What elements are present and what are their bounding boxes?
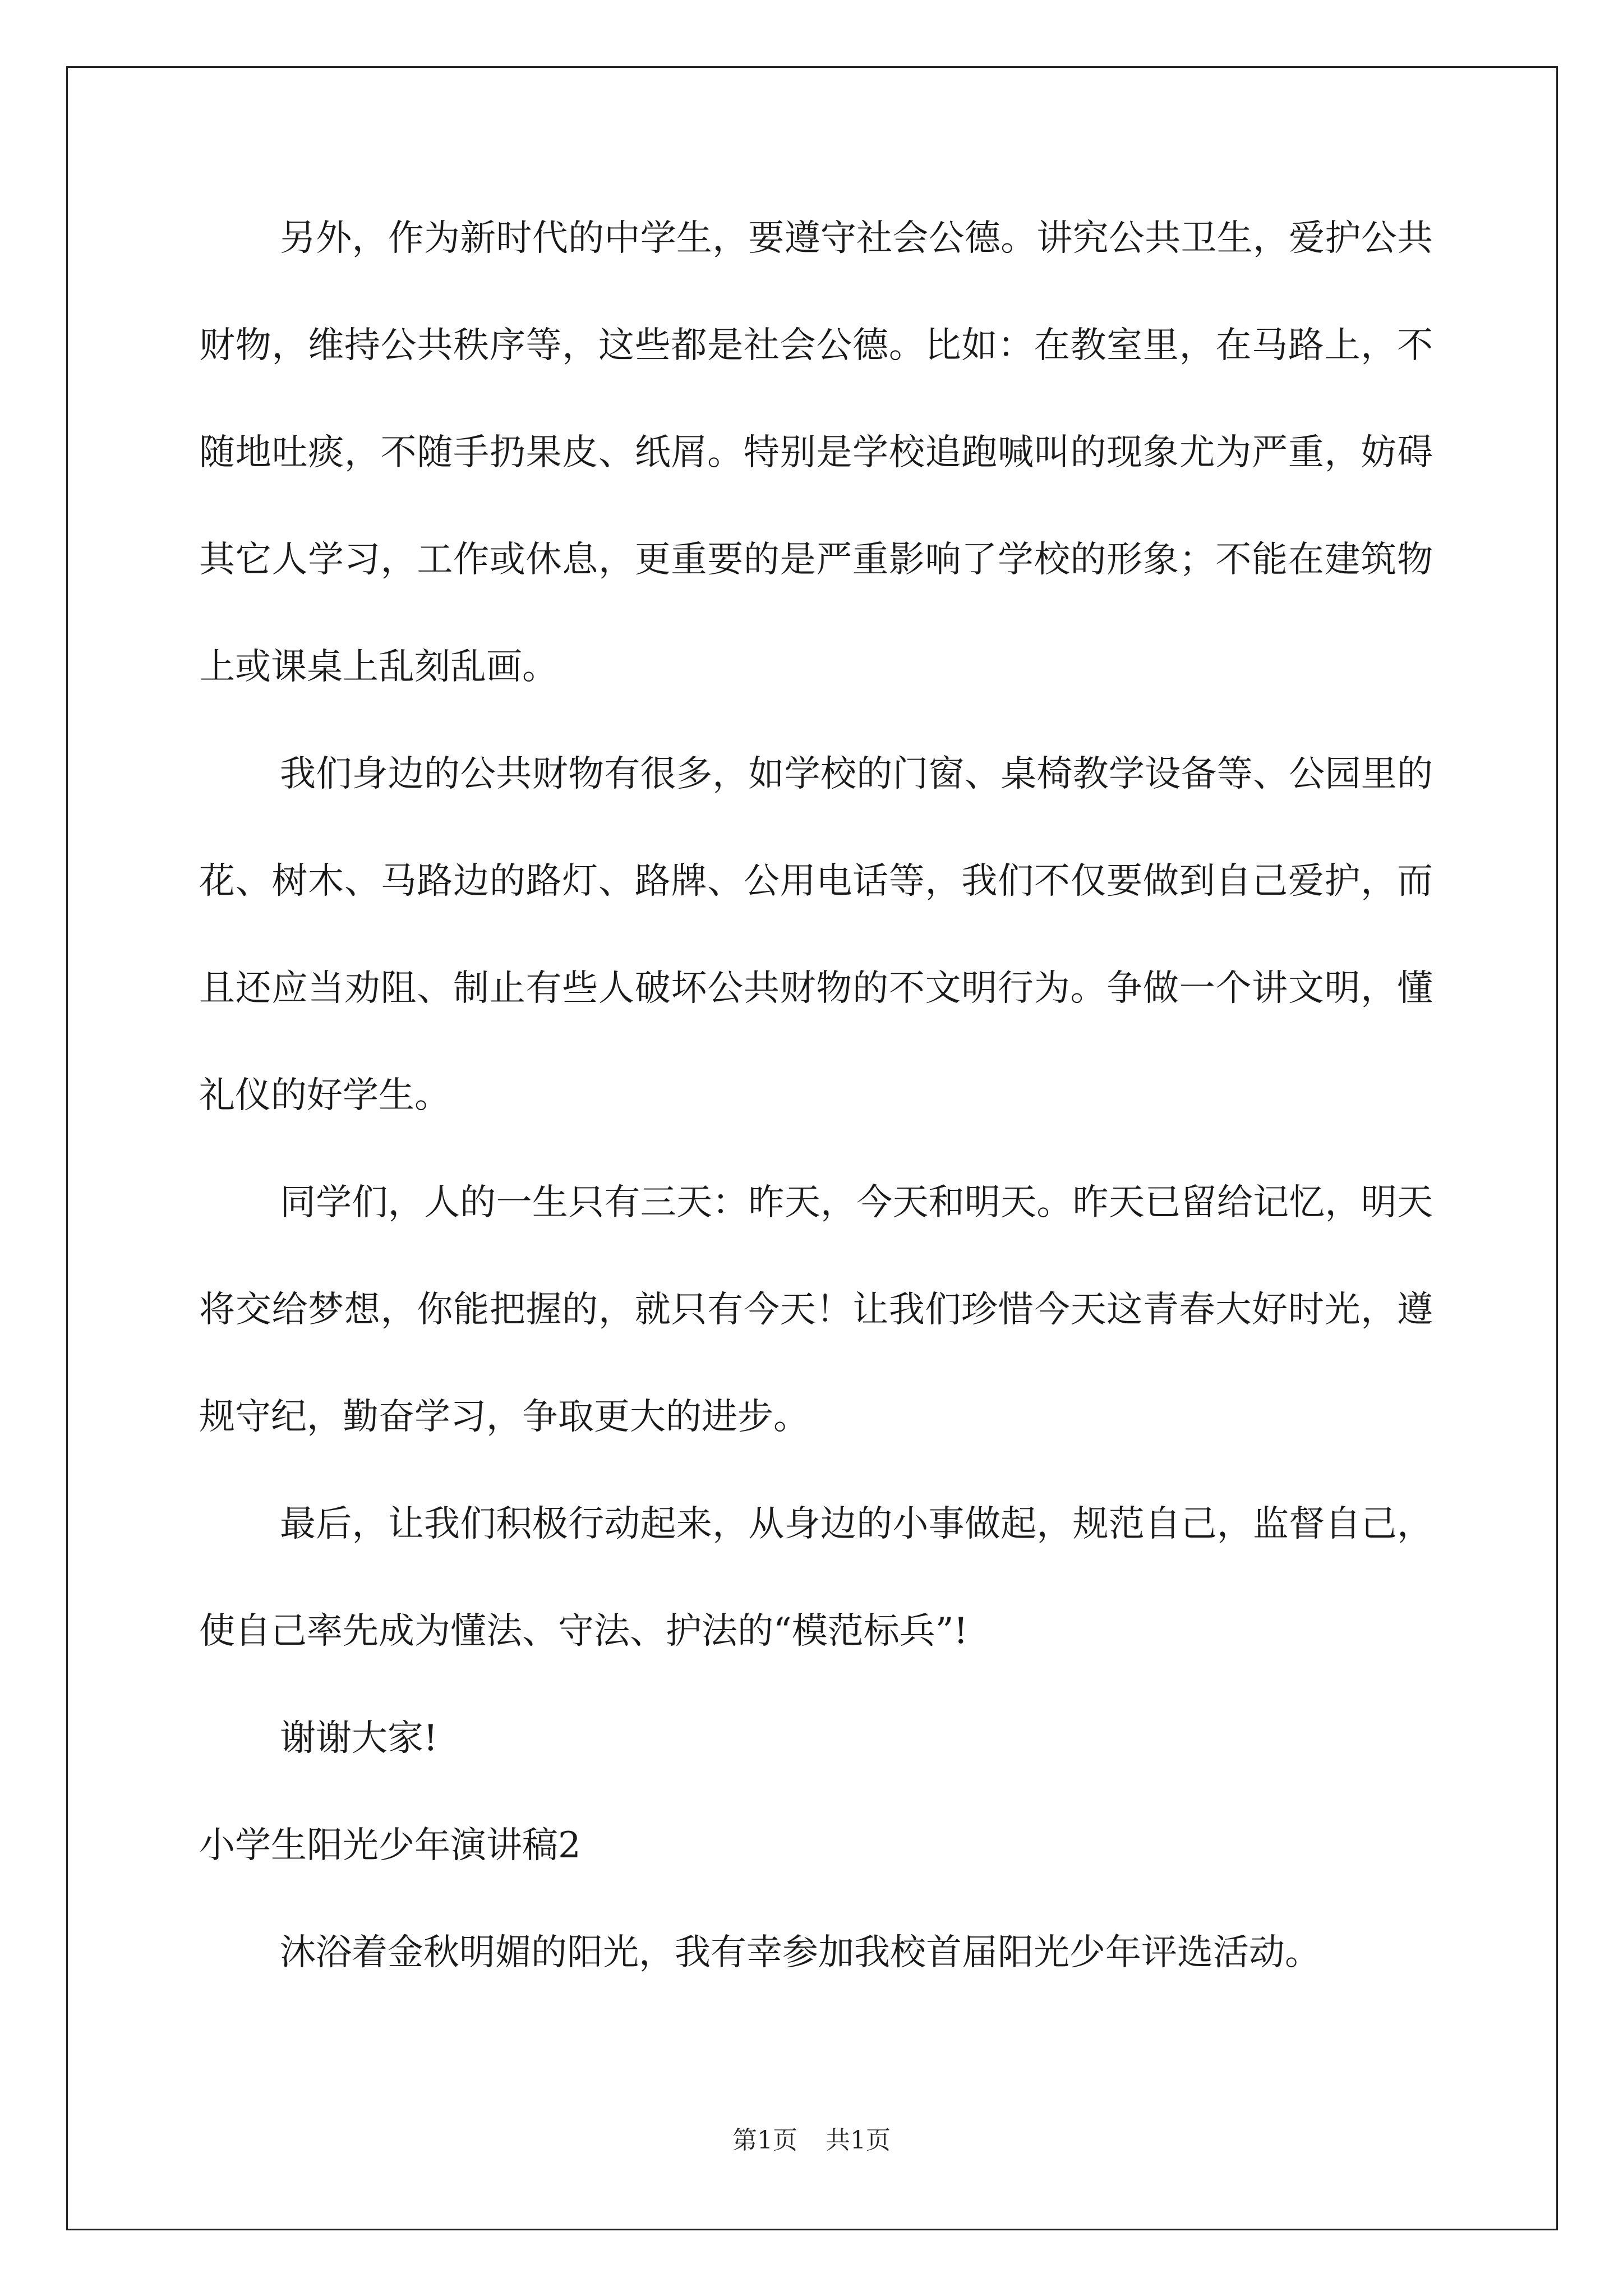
paragraph-public-morality: 另外，作为新时代的中学生，要遵守社会公德。讲究公共卫生，爱护公共财物，维持公共秩序等，这些都是社会公德。比如：在教室里，在马路上，不随地吐痰，不随手扔果皮、纸屑。特别是学校追跑喊叫的现象尤为严重，妨碍其它人学习，工作或休息，更重要的是严重影响了学校的形象；不能在建筑物上或课桌上乱刻乱画。 (199, 218, 1433, 688)
section-heading: 小学生阳光少年演讲稿2 (199, 1825, 581, 1866)
document-body (199, 185, 1433, 2007)
paragraph-conclusion: 最后，让我们积极行动起来，从身边的小事做起，规范自己，监督自己，使自己率先成为懂法、守法、护法的“模范标兵”! (199, 1503, 1433, 1652)
paragraph-thanks: 谢谢大家! (280, 1718, 438, 1759)
page-footer (0, 2124, 1623, 2157)
paragraph-section-opening: 沐浴着金秋明媚的阳光，我有幸参加我校首届阳光少年评选活动。 (280, 1932, 1321, 1973)
page-number-current: 第1页 (732, 2126, 797, 2155)
paragraph-public-property: 我们身边的公共财物有很多，如学校的门窗、桌椅教学设备等、公园里的花、树木、马路边的路灯、路牌、公用电话等，我们不仅要做到自己爱护，而且还应当劝阻、制止有些人破坏公共财物的不文明行为。争做一个讲文明，懂礼仪的好学生。 (199, 753, 1433, 1116)
page-number-total: 共1页 (826, 2126, 891, 2155)
paragraph-three-days: 同学们，人的一生只有三天：昨天，今天和明天。昨天已留给记忆，明天将交给梦想，你能把握的，就只有今天！让我们珍惜今天这青春大好时光，遵规守纪，勤奋学习，争取更大的进步。 (199, 1182, 1433, 1438)
